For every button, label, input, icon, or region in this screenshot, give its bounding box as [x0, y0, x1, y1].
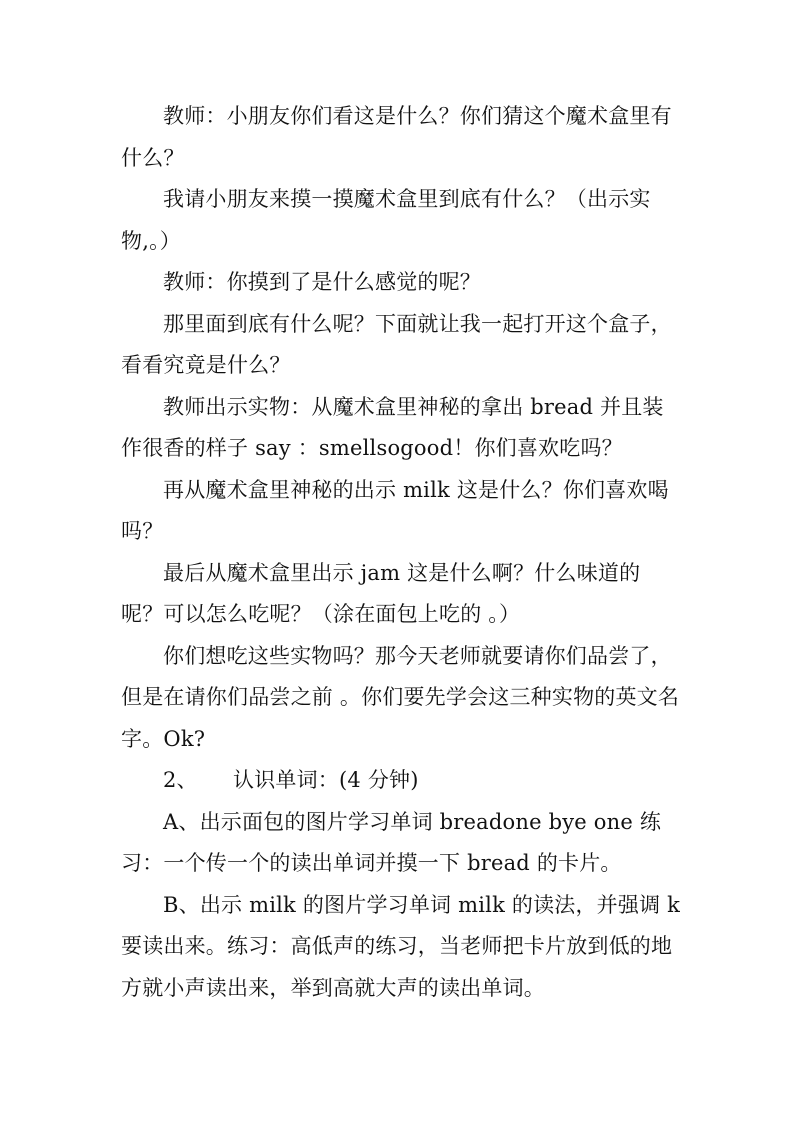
step-heading: [121, 760, 681, 802]
paragraph-open-box: 那里面到底有什么呢？下面就让我一起打开这个盒子，看看究竟是什么？: [121, 311, 672, 377]
paragraph-magic-box-question: 教师：小朋友你们看这是什么？你们猜这个魔术盒里有什么？: [121, 104, 672, 170]
paragraph-show-jam: 最后从魔术盒里出示 jam 这是什么啊？什么味道的呢？可以怎么吃呢？（涂在面包上吃的 。）: [121, 560, 641, 626]
step-title: 认识单词：(4 分钟): [233, 768, 419, 792]
step-number: 2、: [163, 768, 198, 792]
paragraph-bread-word: A、出示面包的图片学习单词 breadone bye one 练习：一个传一个的读出单词并摸一下 bread 的卡片。: [121, 809, 662, 875]
paragraph-taste-intro: 你们想吃这些实物吗？那今天老师就要请你们品尝了，但是在请你们品尝之前 。你们要先学会这三种实物的英文名字。Ok?: [121, 643, 680, 751]
document-body: [121, 96, 681, 1009]
paragraph-touch-box: 我请小朋友来摸一摸魔术盒里到底有什么？（出示实物,。）: [121, 187, 651, 253]
paragraph-feeling: 教师：你摸到了是什么感觉的呢？: [163, 270, 481, 294]
paragraph-milk-word: B、出示 milk 的图片学习单词 milk 的读法，并强调 k 要读出来。练习：高低声的练习，当老师把卡片放到低的地方就小声读出来，举到高就大声的读出单词。: [121, 892, 681, 1000]
paragraph-show-bread: 教师出示实物：从魔术盒里神秘的拿出 bread 并且装作很香的样子 say ：smellsogood！你们喜欢吃吗？: [121, 394, 664, 460]
paragraph-show-milk: 再从魔术盒里神秘的出示 milk 这是什么？你们喜欢喝吗？: [121, 477, 669, 543]
